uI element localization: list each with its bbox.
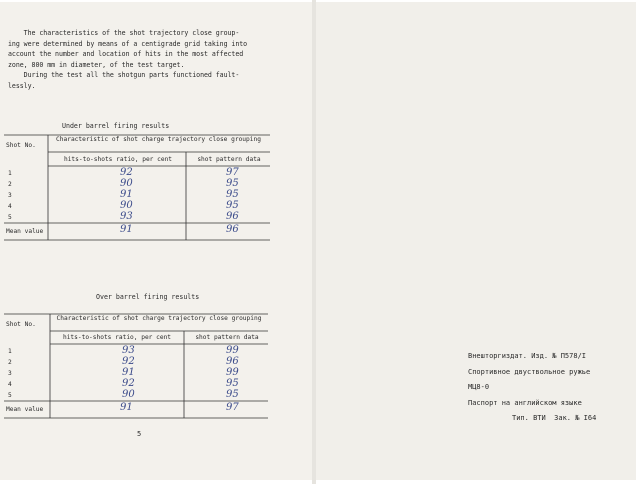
shot-no-header: Shot No.: [6, 142, 36, 149]
paragraph-line: ing were determined by means of a centigrade grid taking into: [8, 39, 248, 48]
mean-ratio: 91: [120, 402, 133, 413]
imprint-line: Внешторгиздат. Изд. № П578/I: [468, 352, 587, 360]
publisher-imprint: [468, 349, 596, 427]
page-number: 5: [137, 430, 142, 438]
ratio-header: hits-to-shots ratio, per cent: [63, 156, 173, 163]
paragraph-line: zone, 800 mm in diameter, of the test target.: [8, 60, 185, 69]
grouping-header: Characteristic of shot charge trajectory close grouping: [56, 315, 262, 322]
ratio-value: 90: [120, 200, 133, 211]
mean-pattern: 97: [226, 402, 239, 413]
mean-ratio: 91: [120, 224, 133, 235]
ratio-value: 92: [122, 356, 135, 367]
ratio-value: 93: [120, 211, 133, 222]
pattern-value: 96: [226, 356, 239, 367]
mean-label: Mean value: [6, 228, 44, 235]
shot-number: 5: [8, 392, 12, 399]
paragraph-line: During the test all the shotgun parts functioned fault-: [8, 71, 240, 80]
shot-number: 4: [8, 203, 12, 210]
grouping-header: Characteristic of shot charge trajectory close grouping: [56, 136, 261, 143]
imprint-line: МЦ8-0: [468, 383, 490, 391]
pattern-header: shot pattern data: [197, 156, 261, 163]
pattern-value: 95: [226, 389, 239, 400]
ratio-value: 90: [122, 389, 135, 400]
shot-number: 4: [8, 381, 12, 388]
ratio-value: 91: [122, 367, 135, 378]
ratio-value: 93: [122, 345, 135, 356]
shot-number: 3: [8, 370, 12, 377]
ratio-header: hits-to-shots ratio, per cent: [62, 334, 172, 341]
pattern-value: 99: [226, 345, 239, 356]
pattern-value: 95: [226, 189, 239, 200]
mean-pattern: 96: [226, 224, 239, 235]
pattern-value: 99: [226, 367, 239, 378]
pattern-value: 95: [226, 378, 239, 389]
shot-number: 1: [8, 170, 12, 177]
pattern-value: 95: [226, 178, 239, 189]
paragraph-line: lessly.: [8, 81, 36, 90]
shot-number: 2: [8, 181, 12, 188]
imprint-line: Паспорт на английском языке: [468, 398, 582, 407]
paragraph-line: account the number and location of hits in the most affected: [8, 50, 244, 59]
shot-number: 3: [8, 192, 12, 199]
shot-number: 1: [8, 348, 12, 355]
shot-no-header: Shot No.: [6, 321, 36, 328]
pattern-value: 96: [226, 211, 239, 222]
ratio-value: 91: [120, 189, 133, 200]
imprint-line: Тип. ВТИ Зак. № I64: [512, 414, 597, 422]
mean-label: Mean value: [6, 406, 44, 413]
table-caption: Over barrel firing results: [96, 293, 200, 301]
shot-number: 2: [8, 359, 12, 366]
paragraph-line: The characteristics of the shot trajectory close group-: [8, 29, 240, 37]
imprint-line: Спортивное двуствольное ружье: [468, 367, 591, 376]
pattern-value: 95: [226, 200, 239, 211]
shot-number: 5: [8, 214, 12, 221]
ratio-value: 92: [120, 167, 133, 178]
ratio-value: 90: [120, 178, 133, 189]
table-caption: Under barrel firing results: [62, 122, 170, 130]
ratio-value: 92: [122, 378, 135, 389]
pattern-value: 97: [226, 167, 239, 178]
pattern-header: shot pattern data: [195, 334, 259, 341]
